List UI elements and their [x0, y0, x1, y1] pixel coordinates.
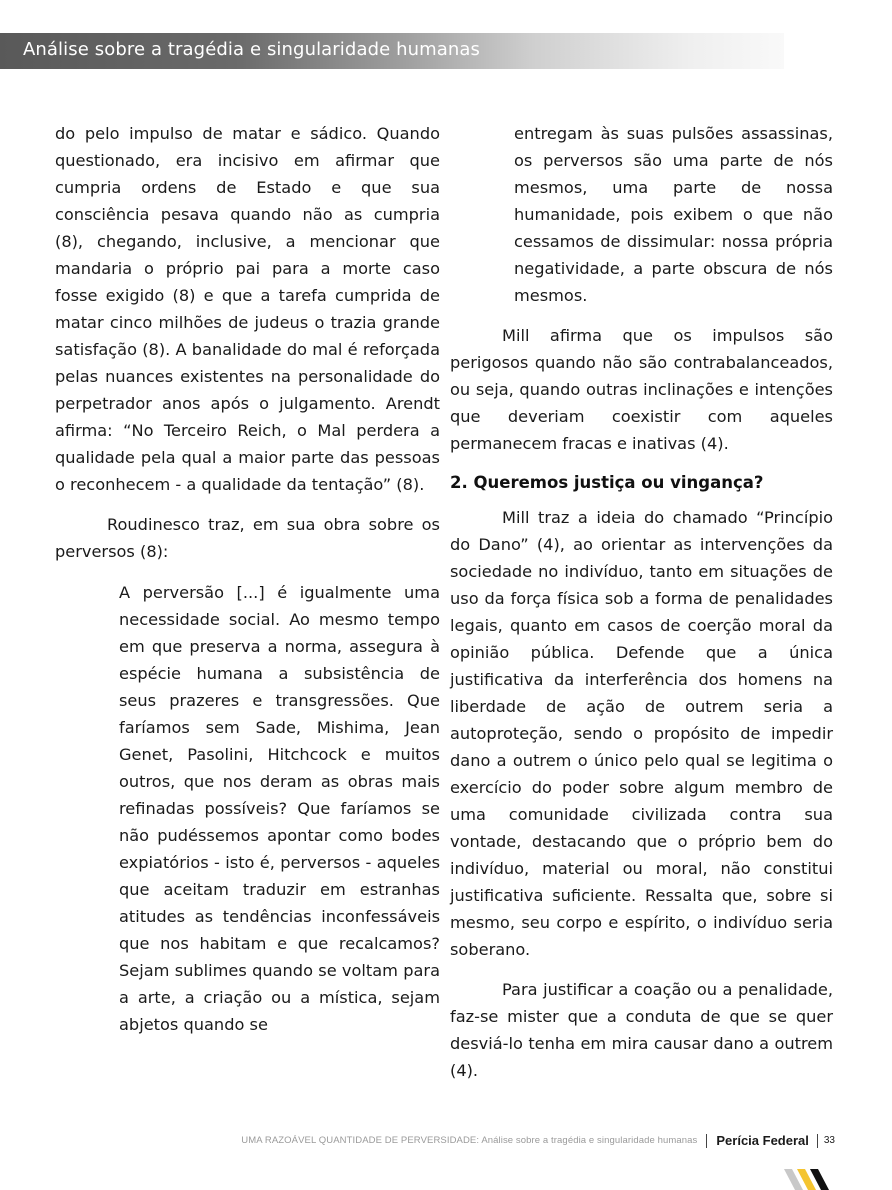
blockquote: A perversão [...] é igualmente uma necessidade social. Ao mesmo tempo em que preserva a norma, assegura à espécie humana a subsistência de seus prazeres e transgressões. Que faríamos sem Sade, Mishima, Jean Genet, Pasolini, Hitchcock e muitos outros, que nos deram as obras mais refinadas possíveis? Que faríamos se não pudéssemos apontar como bodes expiatórios - isto é, perversos - aqueles que aceitam traduzir em estranhas atitudes as tendências inconfessáveis que nos habitam e que recalcamos? Sejam sublimes quando se voltam para a arte, a criação ou a mística, sejam abjetos quando se [119, 583, 440, 1034]
footer-journal-name: Perícia Federal [716, 1133, 809, 1148]
left-column [55, 120, 440, 1038]
body-paragraph: do pelo impulso de matar e sádico. Quando questionado, era incisivo em afirmar que cumpria ordens de Estado e que sua consciência pesava quando não as cumpria (8), chegando, inclusive, a mencionar que mandaria o próprio pai para a morte caso fosse exigido (8) e que a tarefa cumprida de matar cinco milhões de judeus o trazia grande satisfação (8). A banalidade do mal é reforçada pelas nuances existentes na personalidade do perpetrador anos após o julgamento. Arendt afirma: “No Terceiro Reich, o Mal perdera a qualidade pela qual a maior parte das pessoas o reconhecem - a qualidade da tentação” (8). [55, 124, 440, 494]
footer-divider [706, 1134, 707, 1148]
body-paragraph: Roudinesco traz, em sua obra sobre os perversos (8): [55, 515, 440, 561]
page-header-title: Análise sobre a tragédia e singularidade humanas [23, 39, 480, 60]
blockquote-continued: entregam às suas pulsões assassinas, os perversos são uma parte de nós mesmos, uma parte de nossa humanidade, pois exibem o que não cessamos de dissimular: nossa própria negatividade, a parte obscura de nós mesmos. [514, 124, 833, 305]
header-band [0, 33, 784, 69]
section-heading: 2. Queremos justiça ou vingança? [450, 473, 764, 492]
body-paragraph: Mill afirma que os impulsos são perigosos quando não são contrabalanceados, ou seja, quando outras inclinações e intenções que deveriam coexistir com aqueles permanecem fracas e inativas (4). [450, 326, 833, 453]
page-footer [241, 1133, 835, 1148]
page-number: 33 [823, 1135, 835, 1146]
journal-logo-icon [784, 1169, 832, 1190]
body-paragraph: Para justificar a coação ou a penalidade, faz-se mister que a conduta de que se quer desviá-lo tenha em mira causar dano a outrem (4). [450, 980, 833, 1080]
footer-divider [817, 1134, 818, 1148]
right-column [450, 120, 833, 1084]
body-paragraph: Mill traz a ideia do chamado “Princípio do Dano” (4), ao orientar as intervenções da sociedade no indivíduo, tanto em situações de uso da força física sob a forma de penalidades legais, quanto em casos de coerção moral da opinião pública. Defende que a única justificativa da interferência dos homens na liberdade de ação de outrem seria a autoproteção, sendo o propósito de impedir dano a outrem o único pelo qual se legitima o exercício do poder sobre algum membro de uma comunidade civilizada contra sua vontade, destacando que o próprio bem do indivíduo, material ou moral, não constitui justificativa suficiente. Ressalta que, sobre si mesmo, seu corpo e espírito, o indivíduo seria soberano. [450, 508, 833, 959]
footer-running-title: UMA RAZOÁVEL QUANTIDADE DE PERVERSIDADE: Análise sobre a tragédia e singularidade humanas [241, 1135, 698, 1146]
